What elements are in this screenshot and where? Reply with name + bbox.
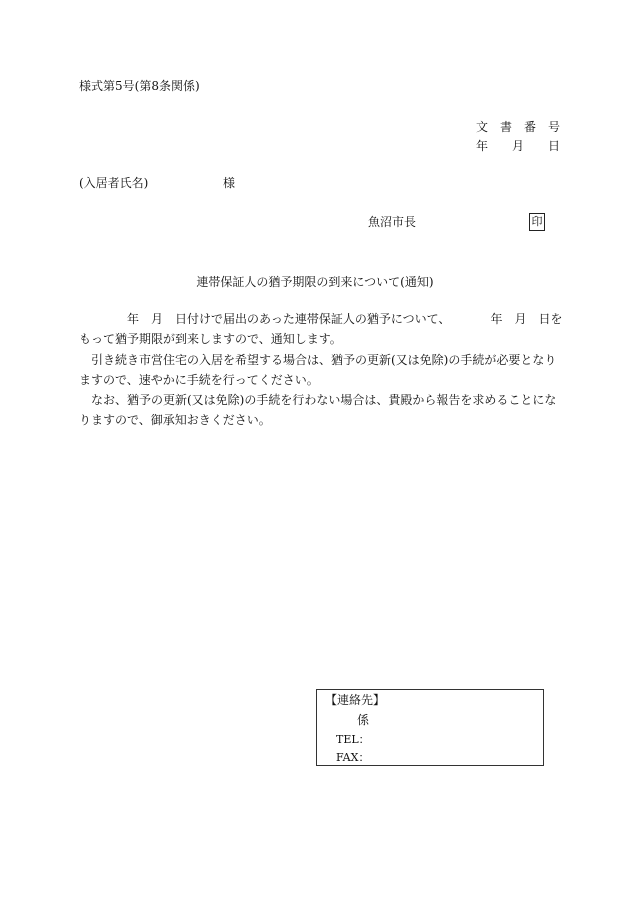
contact-box <box>316 689 544 766</box>
paragraph-2-line-2: ますので、速やかに手続を行ってください。 <box>79 372 319 387</box>
contact-fax-label: FAX： <box>336 751 370 764</box>
addressee-label: (入居者氏名) <box>79 176 149 190</box>
contact-tel-label: TEL： <box>336 733 370 746</box>
issue-date-label: 年 月 日 <box>476 139 561 153</box>
document-number-label: 文 書 番 号 <box>476 120 561 134</box>
notice-body <box>79 309 564 431</box>
month-blank-2: 月 <box>514 312 527 326</box>
seal-stamp: 印 <box>529 213 545 231</box>
paragraph-3 <box>79 390 564 431</box>
paragraph-3-line-1: なお、猶予の更新(又は免除)の手続を行わない場合は、貴殿から報告を求めることにな <box>91 393 557 408</box>
paragraph-1 <box>79 309 564 350</box>
notice-clause-1: 日付けで届出のあった連帯保証人の猶予について、 <box>175 312 451 326</box>
paragraph-2-line-1: 引き続き市営住宅の入居を希望する場合は、猶予の更新(又は免除)の手続が必要となり <box>91 352 557 367</box>
paragraph-1-line-2: もって猶予期限が到来しますので、通知します。 <box>79 332 342 347</box>
year-blank-1: 年 <box>127 312 140 326</box>
addressee <box>79 175 236 191</box>
day-blank-2: 日を <box>538 312 563 326</box>
addressee-honorific: 様 <box>223 176 236 190</box>
month-blank-1: 月 <box>151 312 164 326</box>
contact-heading: 【連絡先】 <box>325 693 386 707</box>
paragraph-2 <box>79 350 564 391</box>
paragraph-3-line-2: りますので、御承知おきください。 <box>79 413 271 428</box>
paragraph-1-line-1 <box>79 309 564 329</box>
contact-department: 係 <box>357 713 370 727</box>
sender-name: 魚沼市長 <box>368 215 417 229</box>
form-number: 様式第5号(第8条関係) <box>79 79 200 93</box>
year-blank-2: 年 <box>490 312 503 326</box>
document-title: 連帯保証人の猶予期限の到来について(通知) <box>196 275 434 289</box>
